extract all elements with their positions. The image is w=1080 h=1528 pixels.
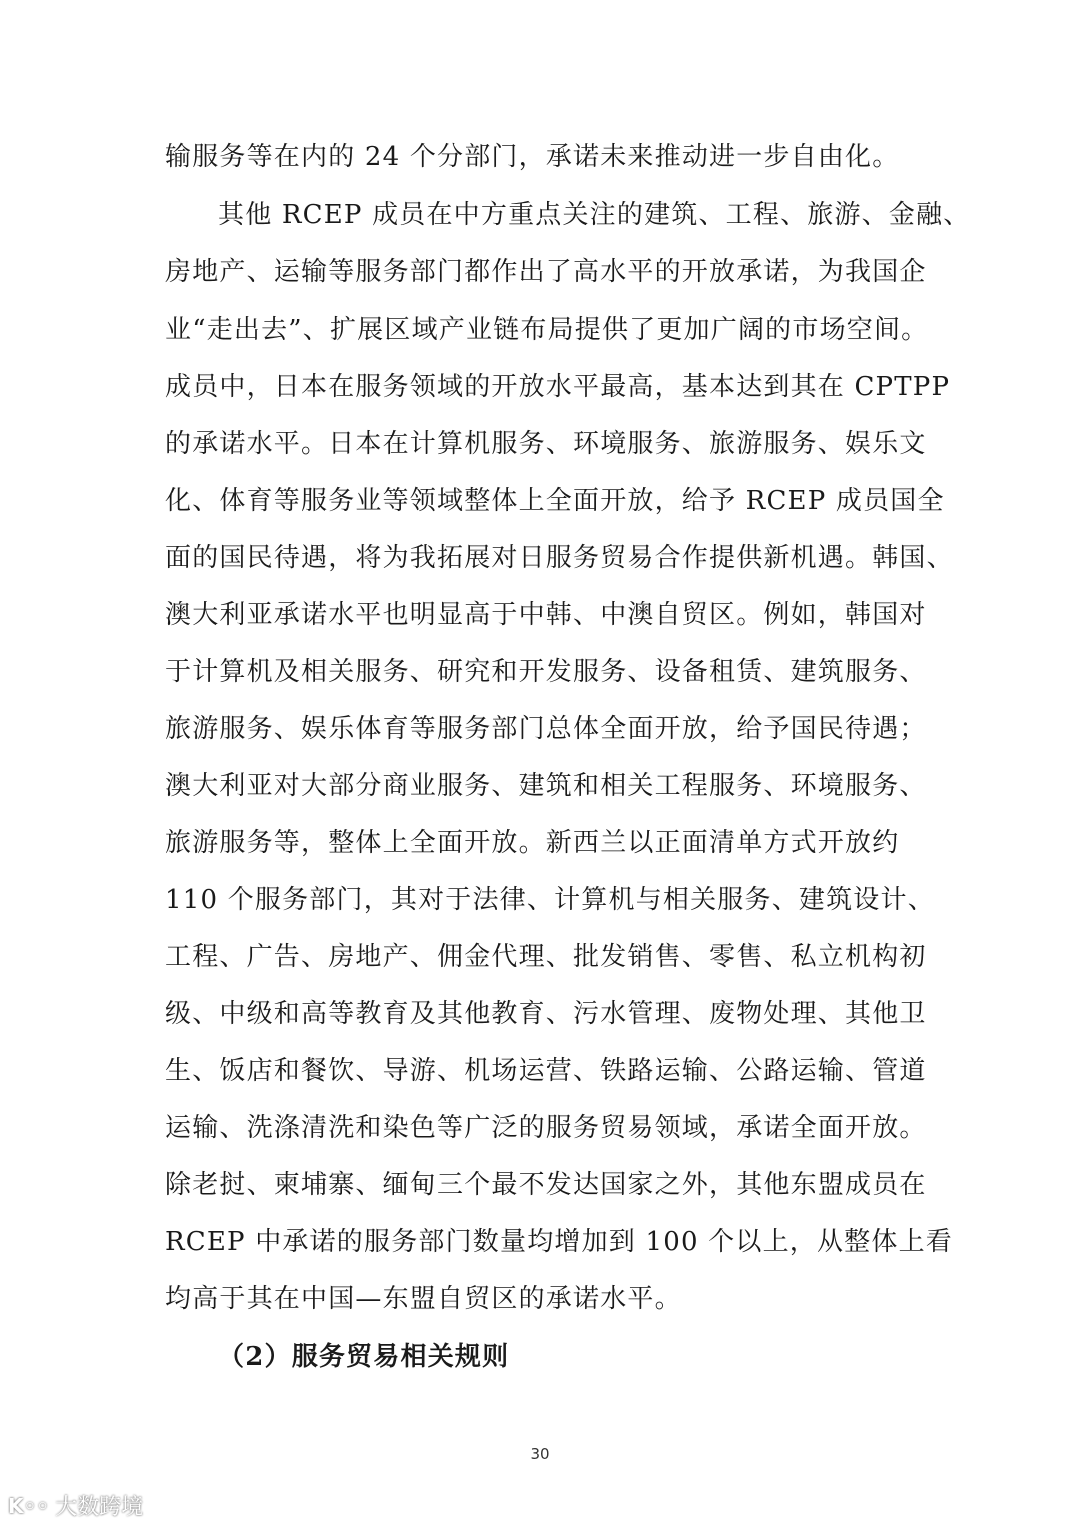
paragraph-line: 的承诺水平。日本在计算机服务、环境服务、旅游服务、娱乐文	[165, 429, 927, 459]
paragraph-line: 级、中级和高等教育及其他教育、污水管理、废物处理、其他卫	[165, 999, 927, 1029]
paragraph-line: 其他 RCEP 成员在中方重点关注的建筑、工程、旅游、金融、	[218, 200, 971, 230]
paragraph-line: 除老挝、柬埔寨、缅甸三个最不发达国家之外，其他东盟成员在	[165, 1170, 927, 1200]
watermark-logo-icon: K◦◦	[8, 1493, 50, 1518]
paragraph-line: 工程、广告、房地产、佣金代理、批发销售、零售、私立机构初	[165, 942, 927, 972]
paragraph-line: 澳大利亚承诺水平也明显高于中韩、中澳自贸区。例如，韩国对	[165, 600, 927, 630]
page-number: 30	[530, 1445, 550, 1463]
paragraph-line: 旅游服务、娱乐体育等服务部门总体全面开放，给予国民待遇；	[165, 714, 927, 744]
paragraph-line: 业“走出去”、扩展区域产业链布局提供了更加广阔的市场空间。	[165, 315, 929, 345]
paragraph-line: RCEP 中承诺的服务部门数量均增加到 100 个以上，从整体上看	[165, 1227, 953, 1257]
paragraph-line: 旅游服务等，整体上全面开放。新西兰以正面清单方式开放约	[165, 828, 900, 858]
paragraph-line: 面的国民待遇，将为我拓展对日服务贸易合作提供新机遇。韩国、	[165, 543, 954, 573]
watermark-text: 大数跨境	[55, 1495, 144, 1520]
paragraph-line: 澳大利亚对大部分商业服务、建筑和相关工程服务、环境服务、	[165, 771, 927, 801]
paragraph-line: 110 个服务部门，其对于法律、计算机与相关服务、建筑设计、	[165, 885, 935, 915]
paragraph-line: 于计算机及相关服务、研究和开发服务、设备租赁、建筑服务、	[165, 657, 927, 687]
paragraph-line: 化、体育等服务业等领域整体上全面开放，给予 RCEP 成员国全	[165, 486, 945, 516]
section-heading: （2）服务贸易相关规则	[218, 1342, 510, 1372]
paragraph-line: 运输、洗涤清洗和染色等广泛的服务贸易领域，承诺全面开放。	[165, 1113, 927, 1143]
paragraph-line: 生、饭店和餐饮、导游、机场运营、铁路运输、公路运输、管道	[165, 1056, 927, 1086]
watermark	[8, 1490, 143, 1521]
paragraph-line: 均高于其在中国—东盟自贸区的承诺水平。	[165, 1284, 682, 1314]
paragraph-line: 成员中，日本在服务领域的开放水平最高，基本达到其在 CPTPP	[165, 372, 951, 402]
paragraph-line: 输服务等在内的 24 个分部门，承诺未来推动进一步自由化。	[165, 142, 900, 172]
paragraph-line: 房地产、运输等服务部门都作出了高水平的开放承诺，为我国企	[165, 257, 927, 287]
